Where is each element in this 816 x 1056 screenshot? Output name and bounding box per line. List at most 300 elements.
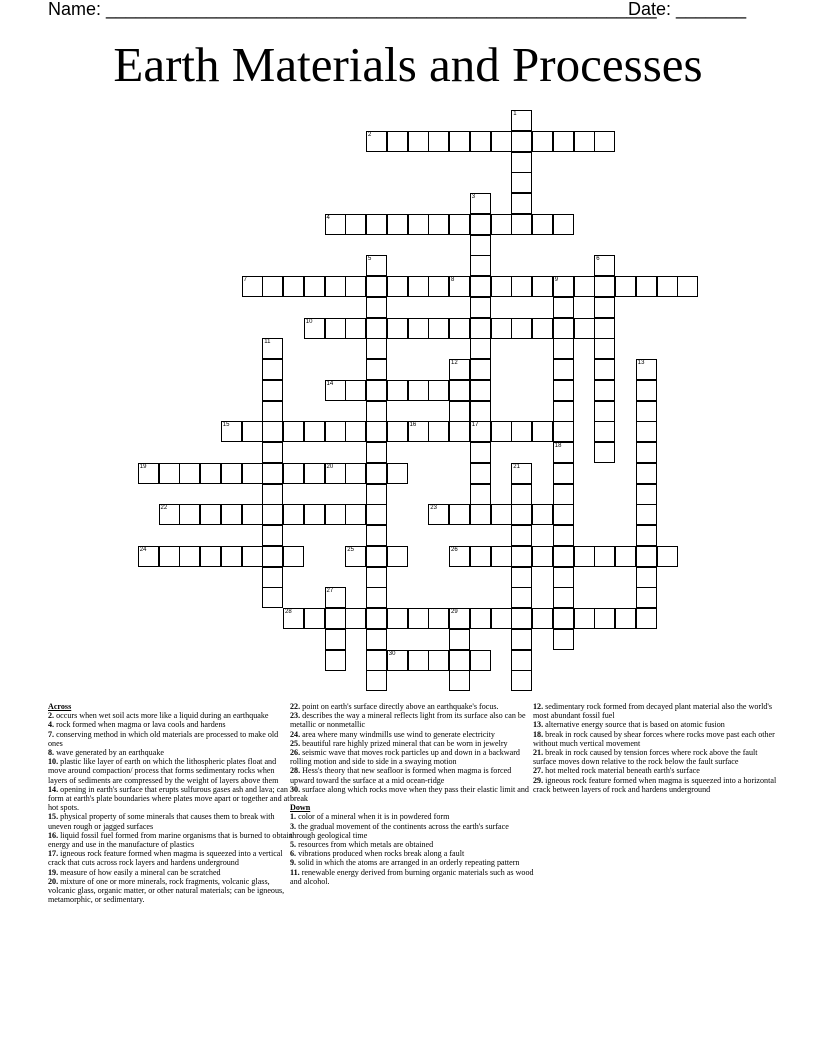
grid-cell[interactable] — [242, 546, 263, 567]
cell-number: 18 — [554, 443, 562, 449]
grid-cell[interactable] — [657, 276, 678, 297]
clue-text: Hess's theory that new seafloor is formed when magma is forced upward toward the surface at a mid ocean-ridge — [290, 766, 512, 785]
grid-cell[interactable] — [366, 442, 387, 463]
grid-cell[interactable] — [221, 463, 242, 484]
grid-cell[interactable] — [470, 214, 491, 235]
clue-item — [48, 757, 293, 785]
grid-cell[interactable] — [553, 318, 574, 339]
grid-cell[interactable] — [553, 629, 574, 650]
grid-cell[interactable] — [470, 131, 491, 152]
grid-cell[interactable] — [387, 214, 408, 235]
grid-cell[interactable] — [262, 484, 283, 505]
grid-cell[interactable] — [470, 421, 491, 442]
grid-cell[interactable] — [366, 401, 387, 422]
grid-cell[interactable] — [511, 670, 532, 691]
grid-cell[interactable] — [428, 276, 449, 297]
grid-cell[interactable] — [636, 587, 657, 608]
grid-cell[interactable] — [387, 421, 408, 442]
clue-number: 3. — [290, 821, 297, 831]
grid-cell[interactable] — [428, 421, 449, 442]
grid-cell[interactable] — [470, 235, 491, 256]
grid-cell[interactable] — [221, 421, 242, 442]
grid-cell[interactable] — [615, 608, 636, 629]
grid-cell[interactable] — [449, 214, 470, 235]
grid-cell[interactable] — [345, 608, 366, 629]
grid-cell[interactable] — [449, 629, 470, 650]
grid-cell[interactable] — [345, 421, 366, 442]
clue-text: color of a mineral when it is in powdered form — [296, 812, 450, 822]
grid-cell[interactable] — [553, 504, 574, 525]
grid-cell[interactable] — [366, 421, 387, 442]
cell-number: 24 — [139, 546, 147, 553]
cell-number: 3 — [471, 194, 476, 200]
grid-cell[interactable] — [470, 442, 491, 463]
grid-cell[interactable] — [594, 255, 615, 276]
grid-cell[interactable] — [283, 608, 304, 629]
grid-cell[interactable] — [511, 608, 532, 629]
clue-item — [48, 868, 293, 877]
grid-cell[interactable] — [470, 276, 491, 297]
grid-cell[interactable] — [491, 131, 512, 152]
grid-cell[interactable] — [262, 546, 283, 567]
clue-item — [48, 849, 293, 867]
grid-cell[interactable] — [594, 421, 615, 442]
grid-cell[interactable] — [366, 525, 387, 546]
grid-cell[interactable] — [262, 567, 283, 588]
grid-cell[interactable] — [283, 504, 304, 525]
grid-cell[interactable] — [511, 421, 532, 442]
cell-number: 21 — [513, 463, 520, 470]
clue-item — [290, 858, 535, 867]
grid-cell[interactable] — [553, 276, 574, 297]
grid-cell[interactable] — [200, 504, 221, 525]
grid-cell[interactable] — [553, 546, 574, 567]
grid-cell[interactable] — [428, 504, 449, 525]
clue-number: 9. — [290, 858, 297, 868]
grid-cell[interactable] — [511, 318, 532, 339]
cell-number: 11 — [264, 339, 271, 346]
clue-item — [48, 730, 293, 748]
grid-cell[interactable] — [511, 567, 532, 588]
grid-cell[interactable] — [594, 608, 615, 629]
grid-cell[interactable] — [345, 463, 366, 484]
grid-cell[interactable] — [657, 546, 678, 567]
grid-cell[interactable] — [325, 463, 346, 484]
clue-number: 14. — [48, 784, 59, 794]
clue-item — [533, 720, 778, 729]
grid-cell[interactable] — [242, 421, 263, 442]
grid-cell[interactable] — [553, 297, 574, 318]
clue-list — [290, 702, 535, 803]
clue-number: 19. — [48, 867, 59, 877]
grid-cell[interactable] — [574, 131, 595, 152]
grid-cell[interactable] — [511, 525, 532, 546]
grid-cell[interactable] — [304, 608, 325, 629]
down-heading: Down — [290, 803, 311, 813]
grid-cell[interactable] — [594, 380, 615, 401]
cell-number: 8 — [451, 277, 455, 283]
grid-cell[interactable] — [449, 401, 470, 422]
grid-cell[interactable] — [470, 359, 491, 380]
grid-cell[interactable] — [345, 214, 366, 235]
grid-cell[interactable] — [408, 131, 429, 152]
grid-cell[interactable] — [428, 131, 449, 152]
grid-cell[interactable] — [449, 359, 470, 380]
grid-cell[interactable] — [511, 650, 532, 671]
grid-cell[interactable] — [366, 359, 387, 380]
name-field[interactable]: Name: _______________________________________________________ — [48, 0, 657, 19]
clue-item — [533, 730, 778, 748]
grid-cell[interactable] — [449, 318, 470, 339]
grid-cell[interactable] — [387, 608, 408, 629]
clue-text: sedimentary rock formed from decayed plant material also the world's most abundant fossil fuel — [533, 702, 773, 721]
grid-cell[interactable] — [615, 546, 636, 567]
grid-cell[interactable] — [283, 546, 304, 567]
grid-cell[interactable] — [262, 504, 283, 525]
grid-cell[interactable] — [449, 504, 470, 525]
grid-cell[interactable] — [470, 297, 491, 318]
grid-cell[interactable] — [304, 504, 325, 525]
grid-cell[interactable] — [594, 359, 615, 380]
grid-cell[interactable] — [553, 421, 574, 442]
grid-cell[interactable] — [574, 318, 595, 339]
grid-cell[interactable] — [470, 401, 491, 422]
grid-cell[interactable] — [325, 214, 346, 235]
grid-cell[interactable] — [283, 276, 304, 297]
grid-cell[interactable] — [511, 152, 532, 173]
grid-cell[interactable] — [594, 276, 615, 297]
grid-cell[interactable] — [366, 587, 387, 608]
grid-cell[interactable] — [511, 463, 532, 484]
grid-cell[interactable] — [636, 442, 657, 463]
grid-cell[interactable] — [449, 380, 470, 401]
grid-cell[interactable] — [325, 608, 346, 629]
grid-cell[interactable] — [428, 650, 449, 671]
grid-cell[interactable] — [262, 421, 283, 442]
grid-cell[interactable] — [387, 131, 408, 152]
grid-cell[interactable] — [366, 297, 387, 318]
grid-cell[interactable] — [677, 276, 698, 297]
grid-cell[interactable] — [553, 131, 574, 152]
grid-cell[interactable] — [470, 463, 491, 484]
grid-cell[interactable] — [262, 525, 283, 546]
grid-cell[interactable] — [366, 546, 387, 567]
grid-cell[interactable] — [636, 401, 657, 422]
cell-number: 28 — [285, 609, 292, 615]
clue-text: resources from which metals are obtained — [296, 840, 434, 850]
grid-cell[interactable] — [594, 338, 615, 359]
grid-cell[interactable] — [636, 359, 657, 380]
grid-cell[interactable] — [304, 421, 325, 442]
cell-number: 13 — [637, 360, 645, 366]
grid-cell[interactable] — [532, 421, 553, 442]
grid-cell[interactable] — [366, 484, 387, 505]
grid-cell[interactable] — [325, 276, 346, 297]
grid-cell[interactable] — [242, 504, 263, 525]
clue-number: 12. — [533, 702, 544, 711]
grid-cell[interactable] — [636, 525, 657, 546]
grid-cell[interactable] — [262, 401, 283, 422]
grid-cell[interactable] — [179, 546, 200, 567]
grid-cell[interactable] — [366, 214, 387, 235]
grid-cell[interactable] — [304, 276, 325, 297]
grid-cell[interactable] — [532, 608, 553, 629]
cell-number: 25 — [347, 546, 354, 553]
grid-cell[interactable] — [179, 463, 200, 484]
grid-cell[interactable] — [449, 131, 470, 152]
grid-cell[interactable] — [428, 608, 449, 629]
grid-cell[interactable] — [325, 587, 346, 608]
grid-cell[interactable] — [532, 276, 553, 297]
date-field[interactable]: Date: _______ — [628, 0, 747, 19]
grid-cell[interactable] — [366, 504, 387, 525]
grid-cell[interactable] — [553, 214, 574, 235]
grid-cell[interactable] — [262, 359, 283, 380]
grid-cell[interactable] — [511, 484, 532, 505]
grid-cell[interactable] — [532, 504, 553, 525]
grid-cell[interactable] — [470, 193, 491, 214]
grid-cell[interactable] — [636, 608, 657, 629]
grid-cell[interactable] — [262, 338, 283, 359]
grid-cell[interactable] — [304, 318, 325, 339]
grid-cell[interactable] — [345, 276, 366, 297]
grid-cell[interactable] — [553, 484, 574, 505]
grid-cell[interactable] — [470, 380, 491, 401]
grid-cell[interactable] — [262, 463, 283, 484]
grid-cell[interactable] — [574, 276, 595, 297]
grid-cell[interactable] — [262, 442, 283, 463]
grid-cell[interactable] — [366, 567, 387, 588]
clue-item — [290, 748, 535, 766]
grid-cell[interactable] — [408, 318, 429, 339]
grid-cell[interactable] — [553, 380, 574, 401]
clue-item — [48, 812, 293, 830]
cell-number: 30 — [388, 650, 396, 657]
grid-cell[interactable] — [553, 608, 574, 629]
grid-cell[interactable] — [428, 214, 449, 235]
grid-cell[interactable] — [387, 546, 408, 567]
grid-cell[interactable] — [470, 504, 491, 525]
grid-cell[interactable] — [553, 401, 574, 422]
clue-number: 4. — [48, 720, 55, 730]
grid-cell[interactable] — [574, 546, 595, 567]
grid-cell[interactable] — [138, 463, 159, 484]
clue-number: 8. — [48, 748, 55, 758]
clue-number: 2. — [48, 711, 55, 721]
grid-cell[interactable] — [636, 504, 657, 525]
grid-cell[interactable] — [200, 463, 221, 484]
grid-cell[interactable] — [636, 546, 657, 567]
grid-cell[interactable] — [408, 276, 429, 297]
grid-cell[interactable] — [449, 650, 470, 671]
grid-cell[interactable] — [491, 421, 512, 442]
grid-cell[interactable] — [594, 297, 615, 318]
grid-cell[interactable] — [449, 421, 470, 442]
grid-cell[interactable] — [511, 172, 532, 193]
grid-cell[interactable] — [470, 546, 491, 567]
grid-cell[interactable] — [449, 608, 470, 629]
grid-cell[interactable] — [408, 608, 429, 629]
grid-cell[interactable] — [636, 484, 657, 505]
grid-cell[interactable] — [366, 629, 387, 650]
grid-cell[interactable] — [470, 484, 491, 505]
grid-cell[interactable] — [387, 318, 408, 339]
grid-cell[interactable] — [553, 359, 574, 380]
grid-cell[interactable] — [491, 504, 512, 525]
grid-cell[interactable] — [532, 131, 553, 152]
grid-cell[interactable] — [366, 670, 387, 691]
grid-cell[interactable] — [636, 380, 657, 401]
grid-cell[interactable] — [387, 650, 408, 671]
grid-cell[interactable] — [283, 463, 304, 484]
grid-cell[interactable] — [387, 463, 408, 484]
grid-cell[interactable] — [636, 421, 657, 442]
clue-list — [533, 702, 778, 794]
grid-cell[interactable] — [594, 401, 615, 422]
grid-cell[interactable] — [387, 276, 408, 297]
clue-number: 29. — [533, 775, 544, 785]
grid-cell[interactable] — [470, 255, 491, 276]
grid-cell[interactable] — [511, 276, 532, 297]
clue-number: 17. — [48, 849, 59, 859]
grid-cell[interactable] — [159, 546, 180, 567]
across-heading: Across — [48, 702, 72, 711]
grid-cell[interactable] — [428, 380, 449, 401]
grid-cell[interactable] — [221, 504, 242, 525]
grid-cell[interactable] — [594, 131, 615, 152]
grid-cell[interactable] — [491, 546, 512, 567]
grid-cell[interactable] — [159, 463, 180, 484]
grid-cell[interactable] — [636, 276, 657, 297]
grid-cell[interactable] — [387, 380, 408, 401]
grid-cell[interactable] — [511, 131, 532, 152]
grid-cell[interactable] — [408, 380, 429, 401]
grid-cell[interactable] — [511, 546, 532, 567]
grid-cell[interactable] — [594, 318, 615, 339]
grid-cell[interactable] — [491, 608, 512, 629]
grid-cell[interactable] — [262, 380, 283, 401]
grid-cell[interactable] — [615, 276, 636, 297]
grid-cell[interactable] — [283, 421, 304, 442]
grid-cell[interactable] — [366, 131, 387, 152]
grid-cell[interactable] — [242, 463, 263, 484]
grid-cell[interactable] — [345, 546, 366, 567]
grid-cell[interactable] — [408, 421, 429, 442]
cell-number: 26 — [451, 546, 458, 553]
grid-cell[interactable] — [262, 276, 283, 297]
grid-cell[interactable] — [345, 380, 366, 401]
grid-cell[interactable] — [636, 463, 657, 484]
grid-cell[interactable] — [511, 110, 532, 131]
grid-cell[interactable] — [449, 276, 470, 297]
grid-cell[interactable] — [594, 442, 615, 463]
clue-number: 25. — [290, 738, 301, 748]
grid-cell[interactable] — [366, 276, 387, 297]
grid-cell[interactable] — [366, 380, 387, 401]
clue-item — [533, 748, 778, 766]
grid-cell[interactable] — [408, 214, 429, 235]
grid-cell[interactable] — [138, 546, 159, 567]
clue-item — [48, 748, 293, 757]
grid-cell[interactable] — [366, 318, 387, 339]
clue-text: wave generated by an earthquake — [54, 748, 164, 758]
grid-cell[interactable] — [366, 650, 387, 671]
grid-cell[interactable] — [449, 546, 470, 567]
grid-cell[interactable] — [511, 214, 532, 235]
grid-cell[interactable] — [594, 546, 615, 567]
grid-cell[interactable] — [470, 318, 491, 339]
grid-cell[interactable] — [428, 318, 449, 339]
grid-cell[interactable] — [200, 546, 221, 567]
grid-cell[interactable] — [553, 567, 574, 588]
grid-cell[interactable] — [511, 193, 532, 214]
cell-number: 10 — [305, 318, 313, 325]
grid-cell[interactable] — [511, 587, 532, 608]
grid-cell[interactable] — [491, 214, 512, 235]
grid-cell[interactable] — [325, 504, 346, 525]
grid-cell[interactable] — [345, 504, 366, 525]
grid-cell[interactable] — [366, 338, 387, 359]
grid-cell[interactable] — [553, 525, 574, 546]
grid-cell[interactable] — [325, 650, 346, 671]
clue-item — [290, 840, 535, 849]
grid-cell[interactable] — [325, 380, 346, 401]
grid-cell[interactable] — [574, 608, 595, 629]
clue-number: 30. — [290, 784, 301, 794]
grid-cell[interactable] — [221, 546, 242, 567]
cell-number: 27 — [326, 588, 334, 595]
grid-cell[interactable] — [511, 629, 532, 650]
clue-text: solid in which the atoms are arranged in an orderly repeating pattern — [296, 858, 520, 868]
grid-cell[interactable] — [532, 546, 553, 567]
grid-cell[interactable] — [449, 670, 470, 691]
grid-cell[interactable] — [532, 214, 553, 235]
clue-number: 15. — [48, 812, 59, 822]
grid-cell[interactable] — [325, 629, 346, 650]
clue-number: 13. — [533, 720, 544, 730]
grid-cell[interactable] — [532, 318, 553, 339]
grid-cell[interactable] — [470, 650, 491, 671]
grid-cell[interactable] — [491, 318, 512, 339]
grid-cell[interactable] — [262, 587, 283, 608]
clue-text: igneous rock feature formed when magma is squeezed into a horizontal crack between layers of rock and hardens underground — [533, 775, 777, 794]
grid-cell[interactable] — [179, 504, 200, 525]
grid-cell[interactable] — [553, 587, 574, 608]
grid-cell[interactable] — [366, 463, 387, 484]
grid-cell[interactable] — [491, 276, 512, 297]
grid-cell[interactable] — [242, 276, 263, 297]
grid-cell[interactable] — [366, 608, 387, 629]
clue-text: surface along which rocks move when they pass their elastic limit and break — [290, 784, 529, 804]
clue-text: the gradual movement of the continents across the earth's surface through geological time — [290, 821, 509, 840]
clue-number: 27. — [533, 766, 544, 776]
grid-cell[interactable] — [553, 338, 574, 359]
grid-cell[interactable] — [345, 318, 366, 339]
grid-cell[interactable] — [366, 255, 387, 276]
grid-cell[interactable] — [553, 463, 574, 484]
grid-cell[interactable] — [553, 442, 574, 463]
grid-cell[interactable] — [325, 318, 346, 339]
grid-cell[interactable] — [159, 504, 180, 525]
grid-cell[interactable] — [511, 504, 532, 525]
grid-cell[interactable] — [636, 567, 657, 588]
grid-cell[interactable] — [304, 463, 325, 484]
grid-cell[interactable] — [470, 608, 491, 629]
grid-cell[interactable] — [470, 338, 491, 359]
grid-cell[interactable] — [325, 421, 346, 442]
grid-cell[interactable] — [408, 650, 429, 671]
clue-text: igneous rock feature formed when magma is squeezed into a vertical crack that cuts across rock layers and hardens underground — [48, 849, 283, 868]
